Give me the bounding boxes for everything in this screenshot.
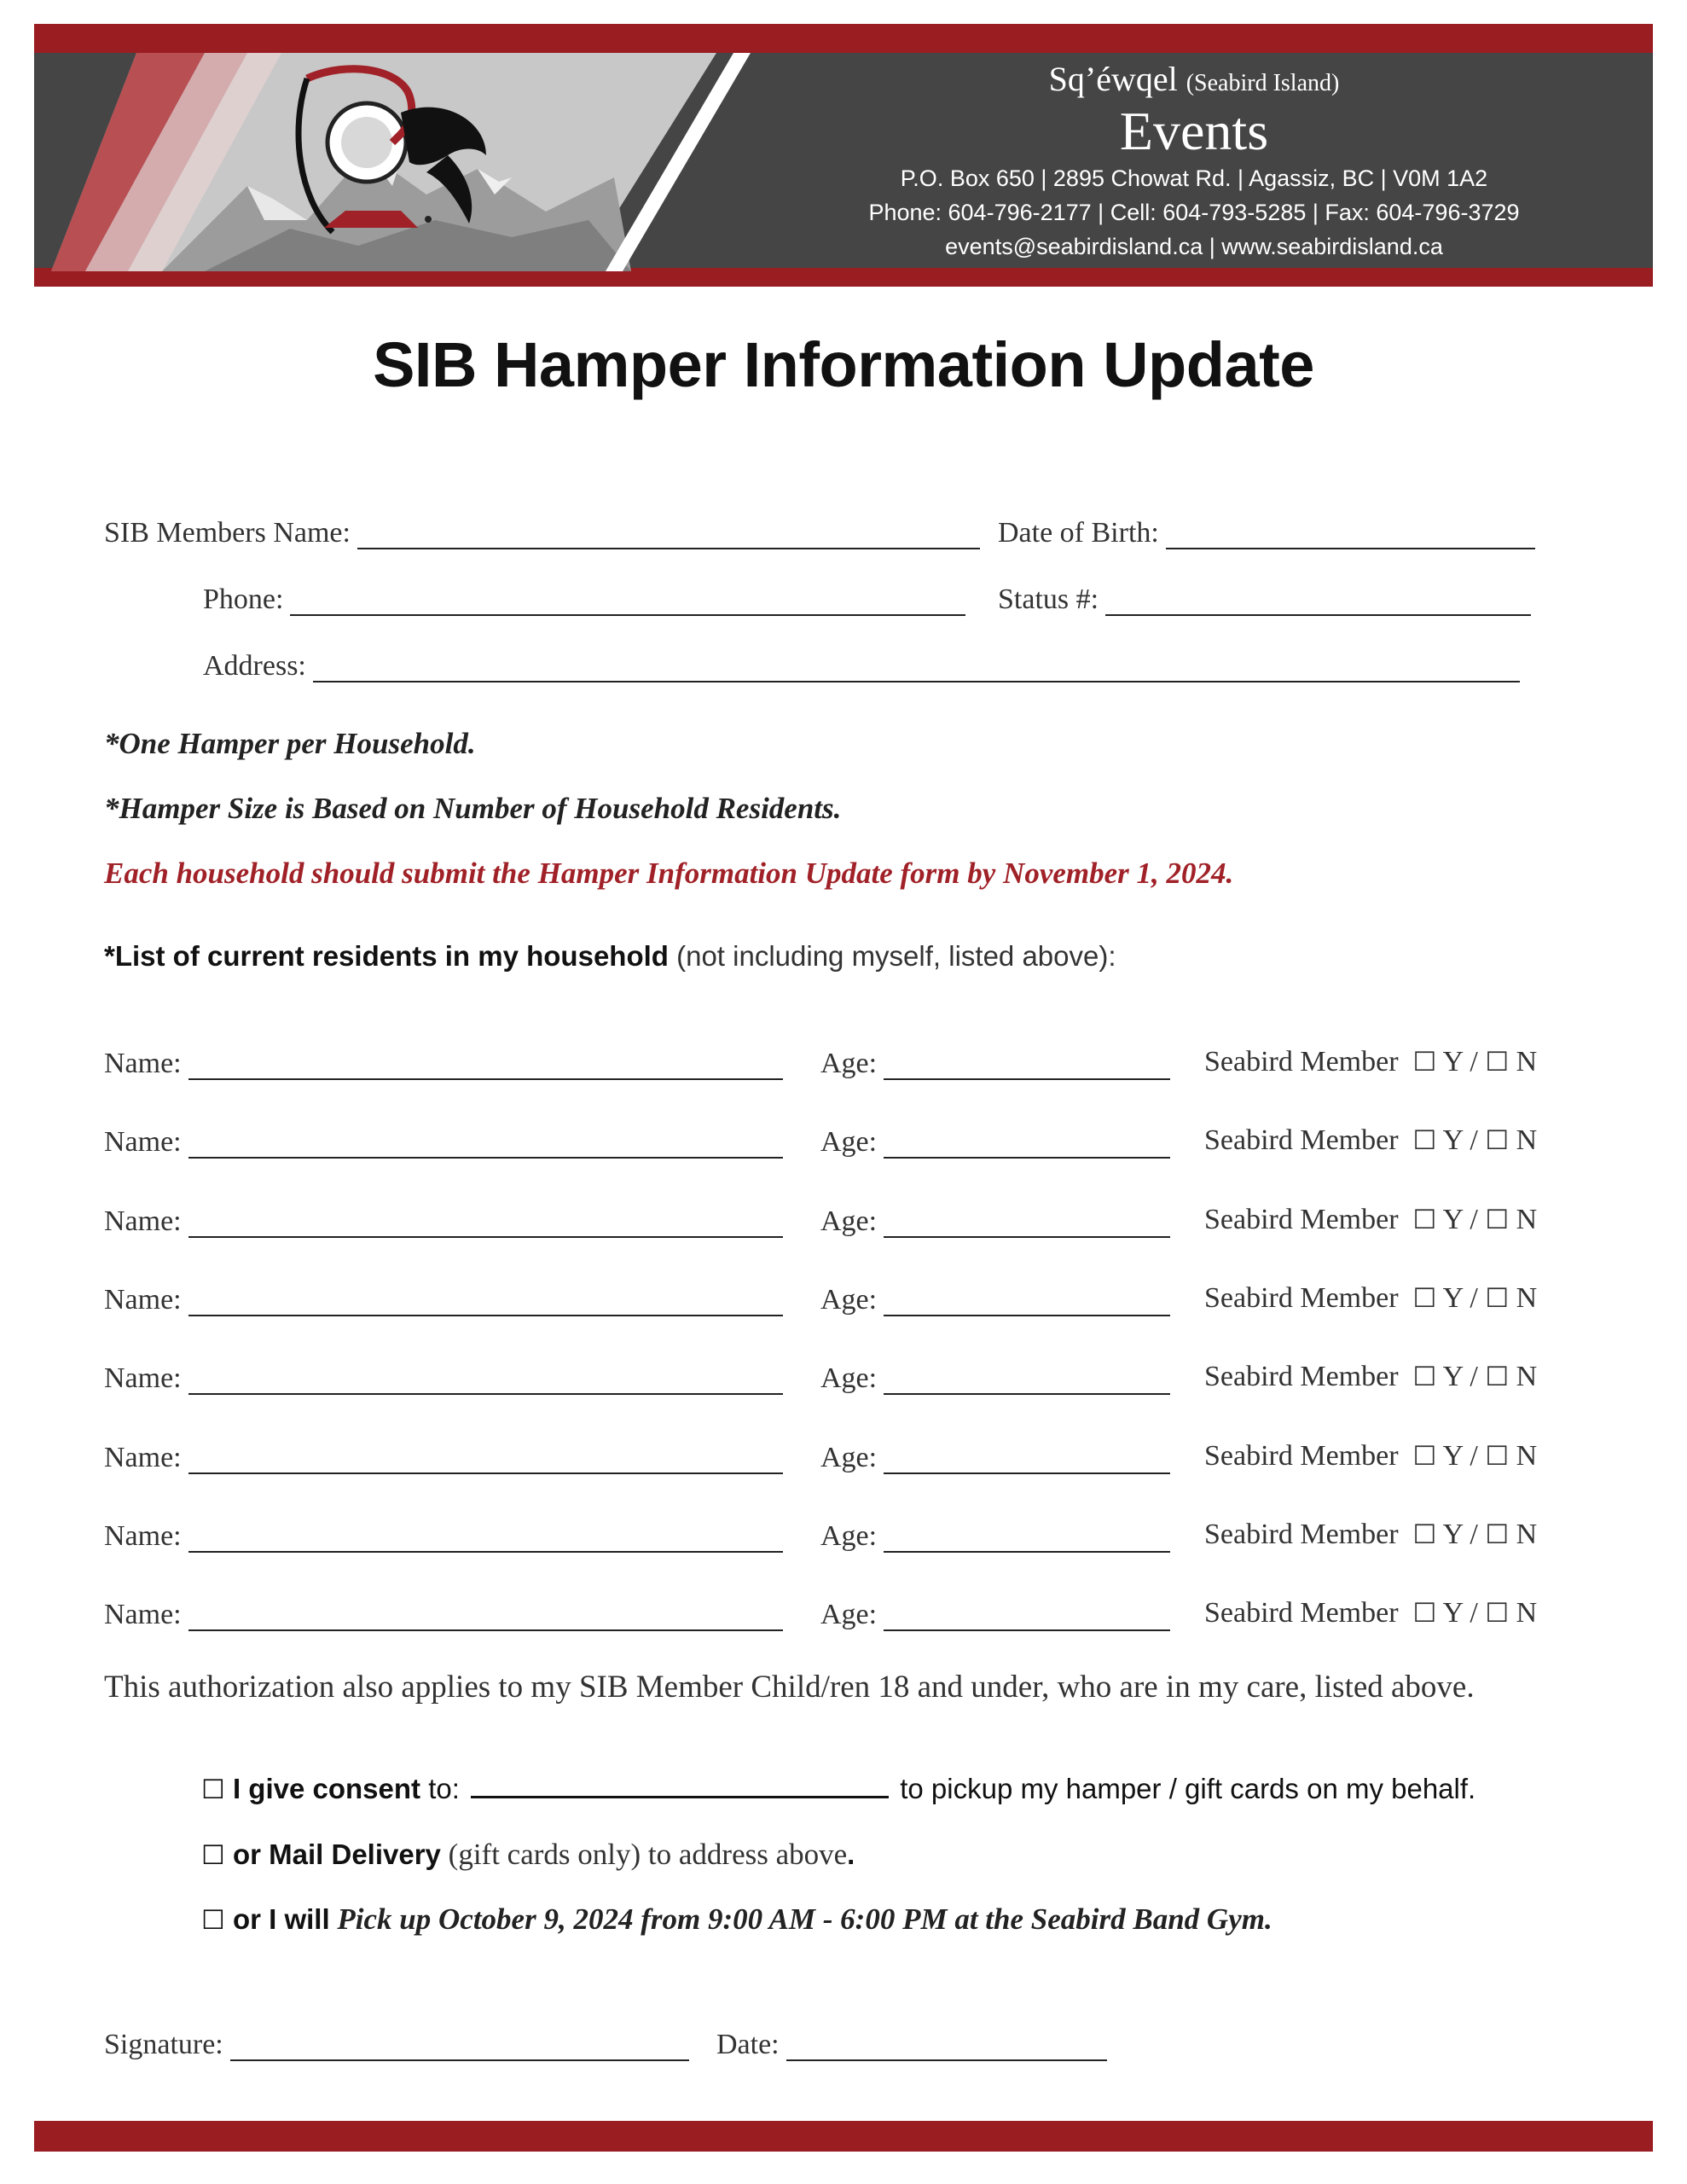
pickup-rest: Pick up October 9, 2024 from 9:00 AM - 6:00 PM at the Seabird Band Gym.: [329, 1902, 1272, 1936]
resident-name-label: Name:: [104, 1520, 182, 1552]
resident-name-line[interactable]: [188, 1524, 783, 1553]
seabird-member-choice: [1204, 1519, 1537, 1551]
date-line[interactable]: [786, 2032, 1107, 2061]
brand-subtitle: (Seabird Island): [1186, 70, 1340, 96]
mail-option[interactable]: [201, 1838, 855, 1872]
member-yes-label: Y: [1442, 1519, 1463, 1550]
resident-name-line[interactable]: [188, 1602, 783, 1631]
member-separator: /: [1470, 1204, 1478, 1235]
member-yes-label: Y: [1442, 1361, 1463, 1392]
seabird-member-choice: [1204, 1361, 1537, 1393]
resident-age-label: Age:: [820, 1599, 878, 1630]
consent-name-line[interactable]: [471, 1774, 889, 1798]
pickup-label: or I will: [232, 1903, 330, 1935]
member-no-checkbox[interactable]: ☐: [1485, 1519, 1510, 1550]
resident-age-field[interactable]: [820, 1126, 1170, 1159]
member-no-label: N: [1516, 1361, 1538, 1392]
signature-label: Signature:: [104, 2029, 223, 2060]
phone-field[interactable]: [203, 584, 965, 616]
member-yes-label: Y: [1442, 1282, 1463, 1314]
web-line: events@seabirdisland.ca | www.seabirdisland.ca: [945, 234, 1443, 259]
resident-age-line[interactable]: [884, 1366, 1170, 1395]
member-no-label: N: [1516, 1597, 1538, 1629]
seabird-member-choice: [1204, 1440, 1537, 1472]
address-field[interactable]: [203, 650, 1520, 682]
mail-label: or Mail Delivery: [232, 1838, 441, 1870]
resident-age-line[interactable]: [884, 1524, 1170, 1553]
member-separator: /: [1470, 1361, 1478, 1392]
seabird-member-choice: [1204, 1597, 1537, 1629]
resident-name-field[interactable]: [104, 1520, 783, 1553]
seabird-member-label: Seabird Member: [1204, 1361, 1399, 1392]
member-separator: /: [1470, 1046, 1478, 1077]
resident-age-label: Age:: [820, 1048, 878, 1079]
resident-age-label: Age:: [820, 1284, 878, 1316]
resident-age-field[interactable]: [820, 1599, 1170, 1631]
resident-name-field[interactable]: [104, 1126, 783, 1159]
member-separator: /: [1470, 1519, 1478, 1550]
status-label: Status #:: [998, 584, 1099, 615]
member-no-label: N: [1516, 1440, 1538, 1472]
member-separator: /: [1470, 1440, 1478, 1472]
note-hamper-size: *Hamper Size is Based on Number of Household Residents.: [104, 792, 842, 825]
resident-name-line[interactable]: [188, 1130, 783, 1159]
resident-age-field[interactable]: [820, 1284, 1170, 1316]
resident-name-line[interactable]: [188, 1445, 783, 1474]
resident-age-field[interactable]: [820, 1442, 1170, 1474]
member-yes-checkbox[interactable]: ☐: [1412, 1598, 1437, 1629]
seabird-member-label: Seabird Member: [1204, 1046, 1399, 1077]
mail-period: .: [847, 1838, 855, 1870]
resident-age-label: Age:: [820, 1442, 878, 1473]
resident-name-field[interactable]: [104, 1442, 783, 1474]
member-yes-checkbox[interactable]: ☐: [1412, 1519, 1437, 1550]
brand-name: Sq’éwqel: [1048, 60, 1178, 98]
resident-age-field[interactable]: [820, 1048, 1170, 1080]
resident-age-line[interactable]: [884, 1287, 1170, 1316]
resident-name-field[interactable]: [104, 1048, 783, 1080]
resident-name-label: Name:: [104, 1126, 182, 1158]
resident-name-label: Name:: [104, 1048, 182, 1079]
consent-rest: to pickup my hamper / gift cards on my behalf.: [892, 1773, 1476, 1804]
mail-rest: (gift cards only) to address above: [440, 1838, 848, 1871]
seabird-member-label: Seabird Member: [1204, 1124, 1399, 1156]
mail-checkbox[interactable]: ☐: [201, 1840, 225, 1871]
seabird-member-label: Seabird Member: [1204, 1597, 1399, 1629]
resident-name-label: Name:: [104, 1362, 182, 1394]
member-separator: /: [1470, 1282, 1478, 1314]
residents-heading-note: (not including myself, listed above):: [668, 940, 1116, 972]
seabird-member-choice: [1204, 1204, 1537, 1236]
consent-option[interactable]: [201, 1773, 1475, 1805]
member-no-checkbox[interactable]: ☐: [1485, 1047, 1510, 1077]
member-no-label: N: [1516, 1124, 1538, 1156]
seabird-member-choice: [1204, 1282, 1537, 1315]
resident-age-label: Age:: [820, 1362, 878, 1394]
address-label: Address:: [203, 650, 306, 682]
member-yes-checkbox[interactable]: ☐: [1412, 1283, 1437, 1314]
resident-name-line[interactable]: [188, 1287, 783, 1316]
seabird-member-label: Seabird Member: [1204, 1204, 1399, 1235]
date-label: Date:: [716, 2029, 780, 2060]
member-no-checkbox[interactable]: ☐: [1485, 1125, 1510, 1156]
brand-line: [853, 60, 1535, 103]
member-yes-label: Y: [1442, 1204, 1463, 1235]
resident-age-line[interactable]: [884, 1209, 1170, 1238]
resident-age-line[interactable]: [884, 1445, 1170, 1474]
member-name-label: SIB Members Name:: [104, 517, 351, 549]
member-yes-label: Y: [1442, 1440, 1463, 1472]
member-yes-checkbox[interactable]: ☐: [1412, 1125, 1437, 1156]
member-yes-label: Y: [1442, 1124, 1463, 1156]
header-contact-block: [853, 60, 1535, 264]
seabird-member-label: Seabird Member: [1204, 1440, 1399, 1472]
resident-name-line[interactable]: [188, 1366, 783, 1395]
resident-name-line[interactable]: [188, 1051, 783, 1080]
member-no-checkbox[interactable]: ☐: [1485, 1205, 1510, 1235]
member-yes-label: Y: [1442, 1597, 1463, 1629]
resident-age-label: Age:: [820, 1126, 878, 1158]
member-yes-label: Y: [1442, 1046, 1463, 1077]
date-field[interactable]: [716, 2029, 1107, 2061]
seabird-logo: [273, 61, 495, 249]
member-no-label: N: [1516, 1519, 1538, 1550]
events-title: Events: [1119, 101, 1269, 161]
status-line[interactable]: [1105, 587, 1531, 616]
resident-name-field[interactable]: [104, 1362, 783, 1395]
member-yes-checkbox[interactable]: ☐: [1412, 1047, 1437, 1077]
residents-heading-bold: *List of current residents in my household: [104, 940, 669, 972]
member-separator: /: [1470, 1124, 1478, 1156]
member-separator: /: [1470, 1597, 1478, 1629]
member-name-field[interactable]: [104, 517, 980, 549]
resident-age-line[interactable]: [884, 1602, 1170, 1631]
signature-line[interactable]: [230, 2032, 689, 2061]
member-no-label: N: [1516, 1204, 1538, 1235]
member-no-checkbox[interactable]: ☐: [1485, 1441, 1510, 1472]
resident-age-field[interactable]: [820, 1520, 1170, 1553]
resident-name-label: Name:: [104, 1442, 182, 1473]
resident-age-field[interactable]: [820, 1205, 1170, 1238]
phone-label: Phone:: [203, 584, 284, 615]
member-yes-checkbox[interactable]: ☐: [1412, 1362, 1437, 1392]
consent-label: I give consent: [232, 1773, 421, 1804]
signature-field[interactable]: [104, 2029, 689, 2061]
resident-age-field[interactable]: [820, 1362, 1170, 1395]
seabird-member-choice: [1204, 1124, 1537, 1157]
phone-line: Phone: 604-796-2177 | Cell: 604-793-5285 | Fax: 604-796-3729: [868, 200, 1520, 225]
dob-line[interactable]: [1166, 520, 1535, 549]
member-no-checkbox[interactable]: ☐: [1485, 1283, 1510, 1314]
consent-checkbox[interactable]: ☐: [201, 1774, 225, 1805]
member-yes-checkbox[interactable]: ☐: [1412, 1205, 1437, 1235]
resident-name-field[interactable]: [104, 1284, 783, 1316]
member-no-checkbox[interactable]: ☐: [1485, 1362, 1510, 1392]
note-one-hamper: *One Hamper per Household.: [104, 727, 476, 760]
dob-field[interactable]: [998, 517, 1535, 549]
resident-name-field[interactable]: [104, 1599, 783, 1631]
resident-name-label: Name:: [104, 1599, 182, 1630]
resident-name-label: Name:: [104, 1205, 182, 1237]
dob-label: Date of Birth:: [998, 517, 1159, 549]
seabird-member-choice: [1204, 1046, 1537, 1078]
member-no-checkbox[interactable]: ☐: [1485, 1598, 1510, 1629]
page-title: SIB Hamper Information Update: [373, 329, 1314, 400]
pickup-checkbox[interactable]: ☐: [201, 1905, 225, 1936]
resident-age-line[interactable]: [884, 1051, 1170, 1080]
resident-age-label: Age:: [820, 1205, 878, 1237]
member-no-label: N: [1516, 1282, 1538, 1314]
member-name-line[interactable]: [357, 520, 980, 549]
resident-name-label: Name:: [104, 1284, 182, 1316]
address-line: P.O. Box 650 | 2895 Chowat Rd. | Agassiz, BC | V0M 1A2: [900, 166, 1488, 191]
resident-age-label: Age:: [820, 1520, 878, 1552]
address-line-input[interactable]: [313, 653, 1520, 682]
status-field[interactable]: [998, 584, 1531, 616]
consent-to: to:: [420, 1773, 468, 1804]
resident-age-line[interactable]: [884, 1130, 1170, 1159]
resident-name-field[interactable]: [104, 1205, 783, 1238]
phone-line[interactable]: [290, 587, 965, 616]
residents-heading: [104, 940, 1116, 973]
member-yes-checkbox[interactable]: ☐: [1412, 1441, 1437, 1472]
footer-bar: [34, 2121, 1653, 2152]
seabird-member-label: Seabird Member: [1204, 1282, 1399, 1314]
note-deadline: Each household should submit the Hamper Information Update form by November 1, 2024.: [104, 857, 1234, 890]
member-no-label: N: [1516, 1046, 1538, 1077]
pickup-option[interactable]: [201, 1902, 1272, 1937]
seabird-member-label: Seabird Member: [1204, 1519, 1399, 1550]
authorization-text: This authorization also applies to my SIB Member Child/ren 18 and under, who are in my care, listed above.: [104, 1670, 1475, 1705]
resident-name-line[interactable]: [188, 1209, 783, 1238]
